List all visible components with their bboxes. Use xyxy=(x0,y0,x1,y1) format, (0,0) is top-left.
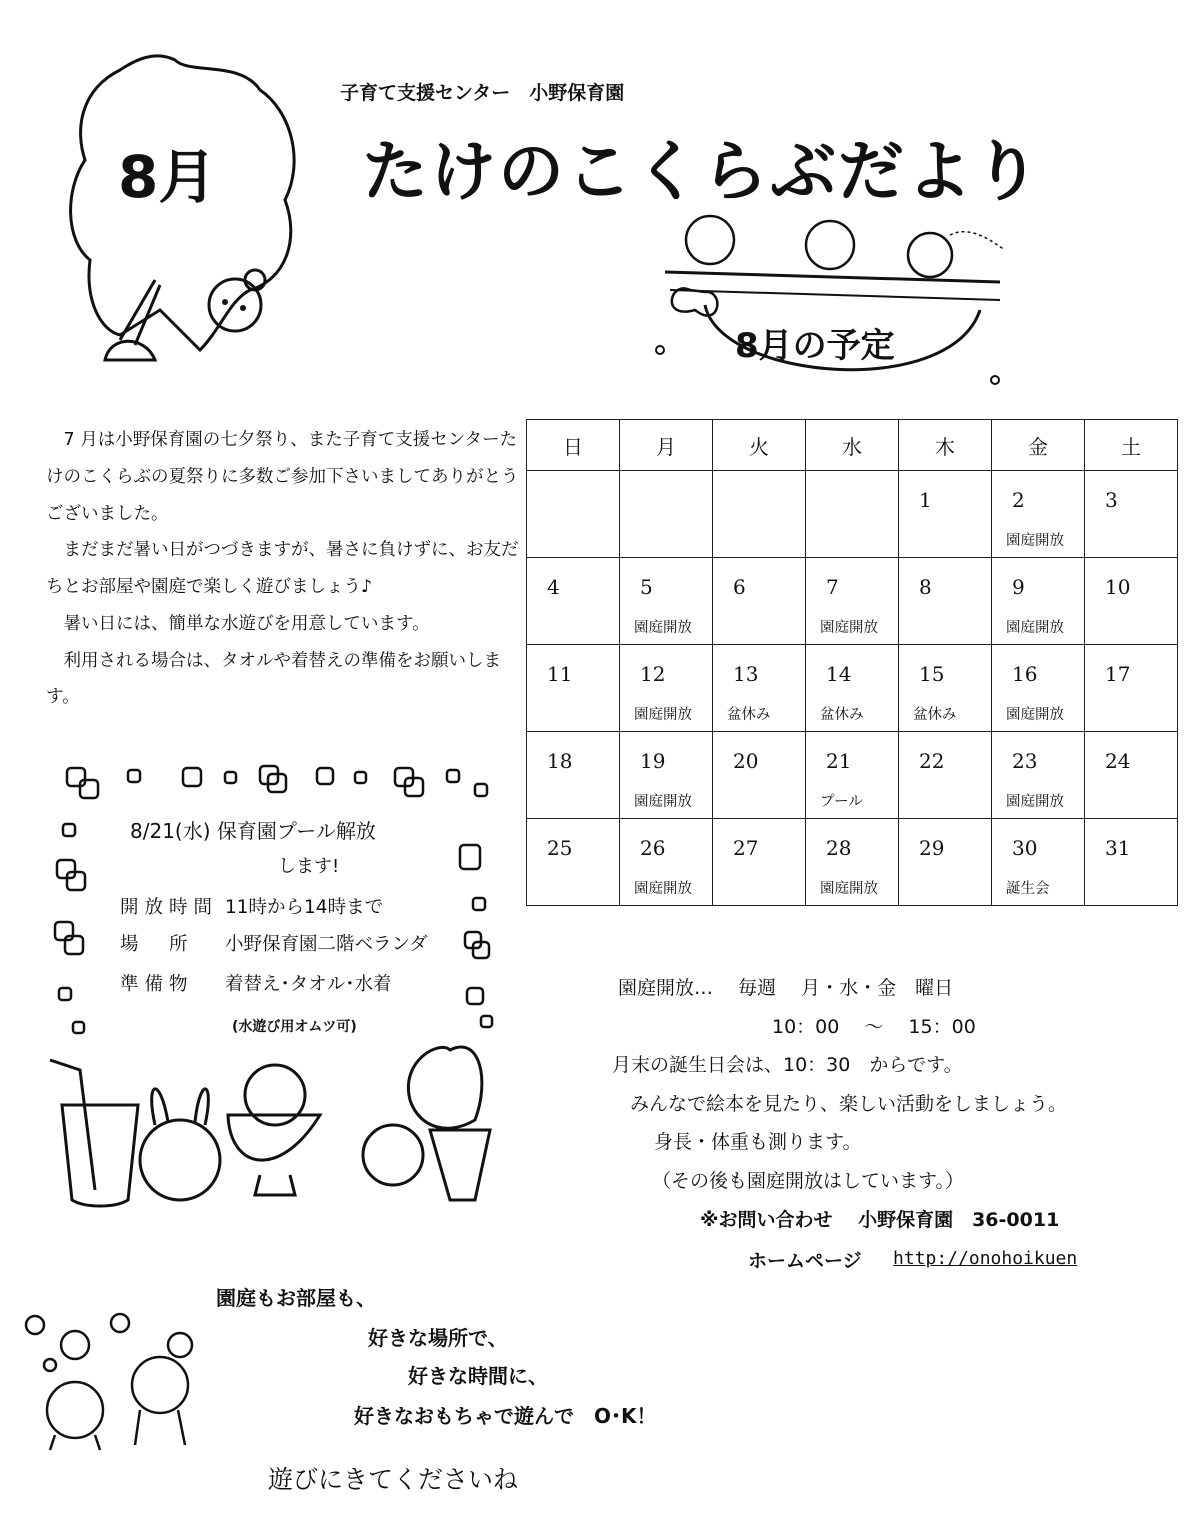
activity-info: みんなで絵本を見たり、楽しい活動をしましょう。 xyxy=(630,1093,1068,1115)
intro-paragraph: 利用される場合は、タオルや着替えの準備をお願いします。 xyxy=(46,650,501,708)
day-event: 盆休み xyxy=(820,707,864,723)
day-number: 3 xyxy=(1105,488,1118,512)
intro-paragraph: まだまだ暑い日がつづきますが、暑さに負けずに、お友だちとお部屋や園庭で楽しく遊びましょう♪ xyxy=(46,540,519,597)
calendar-day-cell xyxy=(713,645,806,732)
day-number: 11 xyxy=(547,662,573,686)
calendar-day-cell xyxy=(1085,819,1178,906)
month-label: 8月 xyxy=(118,143,217,211)
pool-headline: 8/21(水) 保育園プール解放 xyxy=(130,819,376,843)
calendar-day-cell xyxy=(527,558,620,645)
day-event: 盆休み xyxy=(913,707,957,723)
calendar-day-cell xyxy=(620,645,713,732)
day-number: 18 xyxy=(547,749,573,773)
calendar-day-cell xyxy=(527,645,620,732)
pool-row-place xyxy=(120,930,428,956)
calendar-day-cell xyxy=(899,645,992,732)
weekday-header: 火 xyxy=(713,420,806,471)
calendar-day-cell xyxy=(713,558,806,645)
pool-row-hours xyxy=(120,893,383,919)
pool-headline-cont: します! xyxy=(278,856,340,877)
organization-name: 子育て支援センター 小野保育園 xyxy=(340,82,625,104)
calendar-day-cell xyxy=(992,558,1085,645)
calendar-day-cell xyxy=(806,645,899,732)
day-number: 6 xyxy=(733,575,746,599)
calendar-day-cell xyxy=(620,558,713,645)
calendar-day-cell xyxy=(806,819,899,906)
day-event: 園庭開放 xyxy=(634,881,692,897)
pool-row-label: 開放時間 xyxy=(120,897,219,918)
calendar-day-cell xyxy=(899,558,992,645)
closing-message: 遊びにきてくださいね xyxy=(268,1465,519,1494)
pool-row-items xyxy=(120,970,392,996)
calendar-day-cell xyxy=(806,471,899,558)
garden-open-schedule: 園庭開放… 毎週 月・水・金 曜日 xyxy=(618,977,954,999)
day-event: 園庭開放 xyxy=(1006,620,1064,636)
day-number: 14 xyxy=(826,662,852,686)
day-event: 園庭開放 xyxy=(1006,794,1064,810)
day-number: 17 xyxy=(1105,662,1131,686)
day-number: 5 xyxy=(640,575,653,599)
calendar-day-cell xyxy=(899,819,992,906)
day-number: 9 xyxy=(1012,575,1025,599)
day-number: 31 xyxy=(1105,836,1131,860)
calendar-week-row xyxy=(527,732,1178,819)
calendar-day-cell xyxy=(806,732,899,819)
weekday-header: 木 xyxy=(899,420,992,471)
day-number: 29 xyxy=(919,836,945,860)
day-number: 24 xyxy=(1105,749,1131,773)
day-number: 1 xyxy=(919,488,932,512)
calendar-week-row xyxy=(527,558,1178,645)
calendar-week-row xyxy=(527,471,1178,558)
calendar-day-cell xyxy=(992,732,1085,819)
weekday-header: 土 xyxy=(1085,420,1178,471)
calendar-day-cell xyxy=(620,732,713,819)
day-event: 園庭開放 xyxy=(820,620,878,636)
calendar-day-cell xyxy=(1085,558,1178,645)
day-number: 30 xyxy=(1012,836,1038,860)
day-number: 23 xyxy=(1012,749,1038,773)
day-event: 誕生会 xyxy=(1006,881,1050,897)
day-event: 園庭開放 xyxy=(634,620,692,636)
day-number: 12 xyxy=(640,662,666,686)
tree-bear-illustration xyxy=(60,50,320,380)
day-number: 10 xyxy=(1105,575,1131,599)
homepage-label: ホームページ xyxy=(748,1250,862,1272)
calendar-day-cell xyxy=(713,471,806,558)
day-number: 20 xyxy=(733,749,759,773)
day-number: 27 xyxy=(733,836,759,860)
calendar-day-cell xyxy=(527,819,620,906)
day-number: 25 xyxy=(547,836,573,860)
calendar-day-cell xyxy=(713,732,806,819)
pool-row-label: 場 所 xyxy=(120,934,194,955)
calendar-day-cell xyxy=(527,732,620,819)
day-number: 4 xyxy=(547,575,560,599)
bottom-line-2: 好きな場所で、 xyxy=(368,1326,508,1350)
day-event: 園庭開放 xyxy=(1006,707,1064,723)
contact-info: ※お問い合わせ 小野保育園 36-0011 xyxy=(700,1209,1060,1231)
calendar-day-cell xyxy=(992,645,1085,732)
intro-paragraph: 暑い日には、簡単な水遊びを用意しています。 xyxy=(46,613,430,634)
day-number: 19 xyxy=(640,749,666,773)
pool-note: (水遊び用オムツ可) xyxy=(232,1019,357,1035)
calendar-header-row xyxy=(527,420,1178,471)
calendar-day-cell xyxy=(899,471,992,558)
newsletter-title: たけのこくらぶだより xyxy=(362,133,1042,210)
garden-open-hours: 10：00 ～ 15：00 xyxy=(772,1016,976,1038)
bottom-line-1: 園庭もお部屋も、 xyxy=(216,1286,376,1310)
bottom-line-4: 好きなおもちゃで遊んで O･K！ xyxy=(354,1404,657,1428)
calendar-day-cell xyxy=(713,819,806,906)
calendar-day-cell xyxy=(620,819,713,906)
day-event: 園庭開放 xyxy=(634,707,692,723)
bottom-line-3: 好きな時間に、 xyxy=(408,1364,548,1388)
calendar-day-cell xyxy=(1085,471,1178,558)
calendar-day-cell xyxy=(620,471,713,558)
weekday-header: 月 xyxy=(620,420,713,471)
day-event: 園庭開放 xyxy=(1006,533,1064,549)
birthday-info: 月末の誕生日会は、10：30 からです。 xyxy=(612,1054,963,1076)
weekday-header: 金 xyxy=(992,420,1085,471)
calendar-day-cell xyxy=(527,471,620,558)
day-event: 盆休み xyxy=(727,707,771,723)
animals-basket-illustration xyxy=(650,210,1020,400)
pool-row-label: 準備物 xyxy=(120,974,194,995)
intro-text xyxy=(46,422,526,716)
day-number: 26 xyxy=(640,836,666,860)
bubbles-kids-illustration xyxy=(20,1305,210,1455)
after-info: （その後も園庭開放はしています。） xyxy=(652,1170,964,1192)
weekday-header: 水 xyxy=(806,420,899,471)
schedule-title: 8月の予定 xyxy=(735,326,895,366)
calendar-week-row xyxy=(527,819,1178,906)
day-number: 7 xyxy=(826,575,839,599)
calendar-day-cell xyxy=(992,819,1085,906)
measure-info: 身長・体重も測ります。 xyxy=(654,1131,862,1153)
day-number: 2 xyxy=(1012,488,1025,512)
calendar-day-cell xyxy=(992,471,1085,558)
day-number: 16 xyxy=(1012,662,1038,686)
intro-paragraph: 7 月は小野保育園の七夕祭り、また子育て支援センターたけのこくらぶの夏祭りに多数ご参加下さいましてありがとうございました。 xyxy=(46,430,519,524)
calendar-table xyxy=(526,419,1178,906)
day-event: 園庭開放 xyxy=(820,881,878,897)
calendar-day-cell xyxy=(1085,645,1178,732)
calendar-day-cell xyxy=(806,558,899,645)
weekday-header: 日 xyxy=(527,420,620,471)
day-event: プール xyxy=(820,794,863,810)
day-number: 13 xyxy=(733,662,759,686)
pool-row-value: 小野保育園二階ベランダ xyxy=(225,934,428,955)
day-number: 8 xyxy=(919,575,932,599)
day-number: 28 xyxy=(826,836,852,860)
calendar-day-cell xyxy=(899,732,992,819)
homepage-link[interactable]: http://onohoikuen xyxy=(893,1248,1078,1269)
day-number: 22 xyxy=(919,749,945,773)
pool-row-value: 11時から14時まで xyxy=(225,897,384,918)
summer-treats-illustration xyxy=(50,1040,500,1220)
calendar-day-cell xyxy=(1085,732,1178,819)
day-event: 園庭開放 xyxy=(634,794,692,810)
day-number: 21 xyxy=(826,749,852,773)
pool-row-value: 着替え･タオル･水着 xyxy=(225,974,392,995)
calendar-week-row xyxy=(527,645,1178,732)
day-number: 15 xyxy=(919,662,945,686)
